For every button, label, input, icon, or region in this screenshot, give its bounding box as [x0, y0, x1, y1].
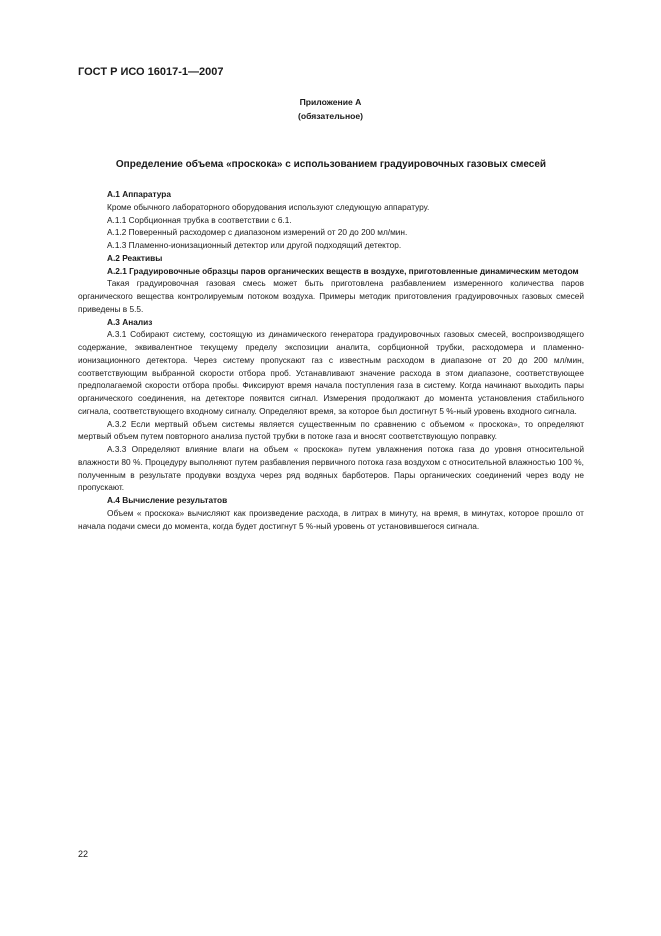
annex-heading: [0, 95, 661, 123]
page-number: 22: [78, 849, 89, 859]
annex-status: (обязательное): [297, 111, 364, 121]
section-a4-heading: А.4 Вычисление результатов: [107, 495, 228, 505]
item-a3-1: А.3.1 Собирают систему, состоящую из динамического генератора градуировочных газовых смесей, воспроизводящего содержание, эквивалентное текущему пределу экспозиции аналита, сорбционной трубки, расходомера и пламенно-ионизационного детектора. Через систему пропускают газ с известным расходом в диапазоне от 20 до 200 мл/мин, соответствующим выбранной скорости отбора проб. Устанавливают значение расхода в этом диапазоне, соответствующее предполагаемой скорости отбора пробы. Фиксируют время начала поступления газа в систему. Когда начинают выходить пары органического соединения, на детекторе появится сигнал. Измерения продолжают до момента установления стабильного сигнала, соответствующего входному сигналу. Определяют время, за которое был достигнут 5 %-ный уровень входного сигнала.: [78, 329, 584, 416]
annex-body: [78, 188, 584, 532]
section-a4-text: Объем « проскока» вычисляют как произведение расхода, в литрах в минуту, на время, в минутах, которое прошло от начала подачи смеси до момента, когда будет достигнут 5 %-ный уровень от установившегося сигнала.: [78, 507, 584, 531]
standard-header: ГОСТ Р ИСО 16017-1—2007: [78, 66, 224, 78]
section-a3-heading: А.3 Анализ: [107, 316, 153, 327]
item-a1-3: А.1.3 Пламенно-ионизационный детектор или другой подходящий детектор.: [107, 240, 402, 250]
section-a2-text: Такая градуировочная газовая смесь может быть приготовлена разбавлением измеренного количества паров органического вещества контролируемым потоком воздуха. Примеры методик приготовления градуировочных газовых смесей приведены в 5.5.: [78, 278, 584, 314]
section-a1-heading: А.1 Аппаратура: [107, 189, 171, 199]
annex-main-title: Определение объема «проскока» с использованием градуировочных газовых смесей: [115, 159, 547, 170]
section-a1-intro: Кроме обычного лабораторного оборудования используют следующую аппаратуру.: [107, 201, 430, 212]
item-a3-2: А.3.2 Если мертвый объем системы является существенным по сравнению с объемом « проскока», то определяют мертвый объем путем повторного анализа пустой трубки в потоке газа и вносят соответствующую поправку.: [78, 418, 584, 442]
item-a1-1: А.1.1 Сорбционная трубка в соответствии с 6.1.: [107, 214, 292, 225]
annex-title: Приложение А: [299, 97, 362, 107]
item-a3-3: А.3.3 Определяют влияние влаги на объем « проскока» путем увлажнения потока газа до уровня относительной влажности 80 %. Процедуру выполняют путем разбавления первичного потока газа воздухом с относительной влажностью 100 %, полученным в результате продувки воздуха через ряд водяных барботеров. Пары органических соединений через воду не пропускают.: [78, 444, 584, 493]
item-a1-2: А.1.2 Поверенный расходомер с диапазоном измерений от 20 до 200 мл/мин.: [107, 227, 408, 238]
section-a2-heading: А.2 Реактивы: [107, 252, 163, 263]
item-a2-1: А.2.1 Градуировочные образцы паров органических веществ в воздухе, приготовленные динамическим методом: [107, 265, 579, 276]
